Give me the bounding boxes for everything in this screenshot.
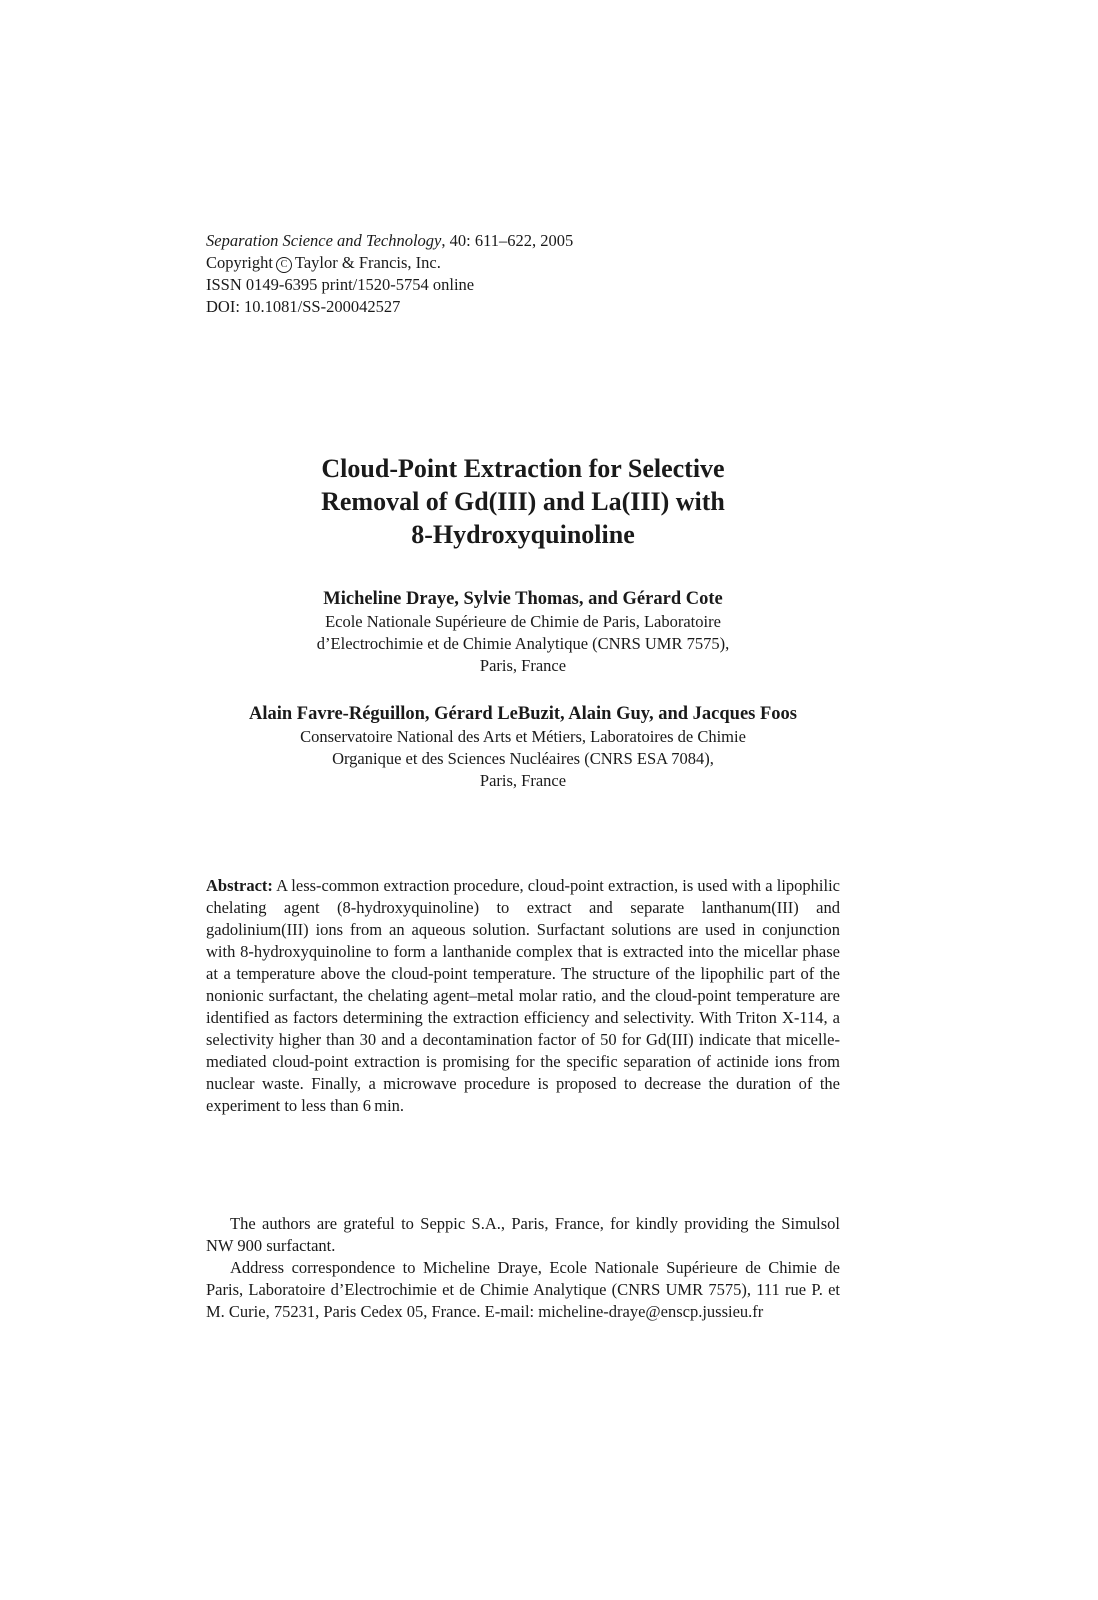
affiliation-line: d’Electrochimie et de Chimie Analytique (CNRS UMR 7575), [316,634,730,653]
abstract-label: Abstract: [206,876,273,895]
affiliation-line: Organique et des Sciences Nucléaires (CNRS ESA 7084), [332,749,714,768]
affiliation-line: Conservatoire National des Arts et Métiers, Laboratoires de Chimie [300,727,746,746]
title-line: 8-Hydroxyquinoline [411,520,635,549]
journal-citation: , 40: 611–622, 2005 [441,231,574,250]
paper-title [206,452,840,551]
copyright-icon: C [276,257,292,273]
copyright-line [206,252,573,274]
doi-line: DOI: 10.1081/SS-200042527 [206,297,401,316]
journal-name: Separation Science and Technology [206,231,442,250]
correspondence-note: Address correspondence to Micheline Draye, Ecole Nationale Supérieure de Chimie de Paris, Laboratoire d’Electrochimie et de Chimie Analytique (CNRS UMR 7575), 111 rue P. et M. Curie, 75231, Paris Cedex 05, France. E-mail: micheline-draye@enscp.jussieu.fr [206,1258,840,1321]
title-line: Cloud-Point Extraction for Selective [321,454,725,483]
journal-info [206,230,573,318]
author-group-2 [206,702,840,792]
acknowledgment-note: The authors are grateful to Seppic S.A., Paris, France, for kindly providing the Simulsol NW 900 surfactant. [206,1214,840,1255]
journal-citation-line [206,230,573,252]
author-names: Micheline Draye, Sylvie Thomas, and Gérard Cote [323,589,723,609]
affiliation-line: Ecole Nationale Supérieure de Chimie de Paris, Laboratoire [325,612,721,631]
author-names: Alain Favre-Réguillon, Gérard LeBuzit, Alain Guy, and Jacques Foos [248,704,798,724]
author-group-1 [206,587,840,677]
affiliation-line: Paris, France [479,771,567,790]
issn-line: ISSN 0149-6395 print/1520-5754 online [206,275,475,294]
copyright-prefix: Copyright [206,253,273,272]
copyright-holder: Taylor & Francis, Inc. [294,253,441,272]
abstract-text: A less-common extraction procedure, cloud-point extraction, is used with a lipophilic chelating agent (8-hydroxyquinoline) to extract and separate lanthanum(III) and gadolinium(III) ions from an aqueous solution. Surfactant solutions are used in conjunction with 8-hydroxyquinoline to form a lanthanide complex that is extracted into the micellar phase at a temperature above the cloud-point temperature. The structure of the lipophilic part of the nonionic surfactant, the chelating agent–metal molar ratio, and the cloud-point temperature are identified as factors determining the extraction efficiency and selectivity. With Triton X-114, a selectivity higher than 30 and a decontamination factor of 50 for Gd(III) indicate that micelle-mediated cloud-point extraction is promising for the specific separation of actinide ions from nuclear waste. Finally, a microwave procedure is proposed to decrease the duration of the experiment to less than 6 min. [206,876,840,1115]
abstract [206,875,840,1117]
footnotes [206,1213,840,1323]
title-line: Removal of Gd(III) and La(III) with [321,487,725,516]
affiliation-line: Paris, France [479,656,567,675]
